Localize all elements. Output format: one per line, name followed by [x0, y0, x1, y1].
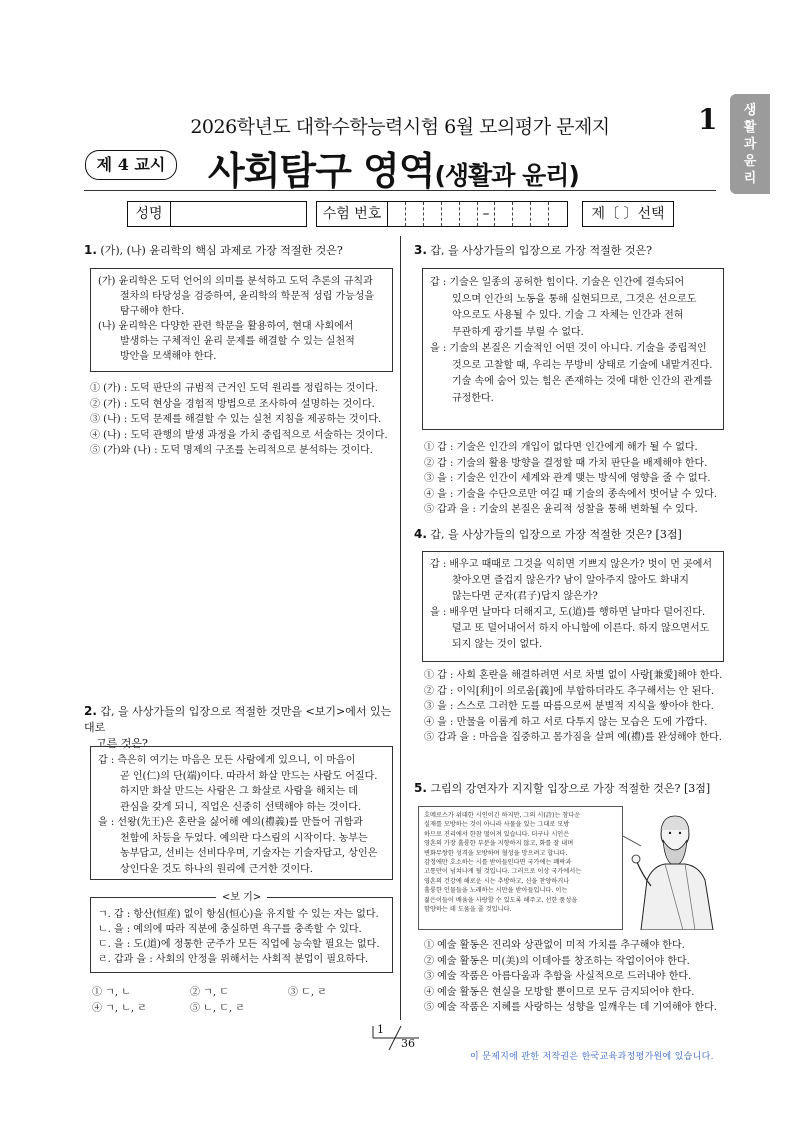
answer-option[interactable]: ④ 을 : 기술을 수단으로만 여길 때 기술의 종속에서 벗어날 수 있다.	[424, 488, 718, 500]
column-divider	[400, 236, 401, 1020]
exam-number-cell[interactable]	[513, 202, 531, 226]
name-label: 성명	[128, 202, 171, 226]
passage-text: 기술의 본질은 기술적인 어떤 것이 아니다. 기술을 중립적인	[449, 343, 707, 354]
side-tab-char: 과	[743, 136, 757, 152]
passage-text: 윤리학은 도덕 언어의 의미를 분석하고 도덕 추론의 규칙과	[118, 276, 373, 287]
q1-question: (가), (나) 윤리학의 핵심 과제로 가장 적절한 것은?	[100, 244, 343, 257]
section-subtitle: (생활과 윤리)	[434, 161, 579, 190]
answer-option[interactable]: ② 갑 : 이익[利]이 의로움[義]에 부합하더라도 추구해서는 안 된다.	[424, 685, 715, 697]
speech-line: 영혼의 가장 훌륭한 부분을 지향하지 않고, 화를 잘 내며	[424, 840, 574, 848]
q4-heading	[414, 526, 724, 543]
exam-number-cell[interactable]	[424, 202, 442, 226]
copyright-notice: 이 문제지에 관한 저작권은 한국교육과정평가원에 있습니다.	[470, 1052, 714, 1062]
passage-text: 찾아오면 즐겁지 않은가? 남이 알아주지 않아도 화내지	[452, 575, 689, 586]
passage-text: 않는다면 군자(君子)답지 않은가?	[452, 591, 598, 602]
passage-marker: (나)	[98, 321, 116, 332]
passage-marker: (가)	[98, 276, 116, 287]
q2-heading	[84, 703, 394, 752]
passage-text: 것으로 고찰할 때, 우리는 무방비 상태로 기술에 내맡겨진다.	[452, 359, 713, 371]
exam-number-field[interactable]	[316, 201, 568, 227]
q3-options	[424, 440, 717, 518]
answer-option[interactable]: ② 예술 활동은 미(美)의 이데아를 창조하는 작업이어야 한다.	[424, 955, 690, 967]
passage-text: 되지 않는 것이 없다.	[452, 639, 542, 650]
speech-line: 하므로 진리에서 한참 떨어져 있습니다. 더구나 시인은	[424, 830, 570, 838]
q5-heading	[414, 780, 724, 797]
passage-text: 배우고 때때로 그것을 익히면 기쁘지 않은가? 벗이 먼 곳에서	[449, 559, 713, 570]
q1-passage	[90, 268, 393, 372]
exam-number-cell[interactable]	[531, 202, 549, 226]
page-number: 1	[698, 103, 718, 136]
q4-question: 갑, 을 사상가들의 입장으로 가장 적절한 것은? [3점]	[430, 528, 682, 541]
answer-option[interactable]: ⑤ ㄴ, ㄷ, ㄹ	[190, 1002, 245, 1014]
speech-line: 고통만이 넘쳐나게 될 것입니다. 그러므로 이상 국가에서는	[424, 868, 582, 876]
q4-options	[424, 668, 722, 746]
answer-option[interactable]: ① ㄱ, ㄴ	[92, 987, 131, 998]
q2-passage	[90, 746, 393, 880]
speech-line: 호메로스가 위대한 시인이긴 하지만, 그의 시(詩)는 참다운	[424, 812, 581, 819]
q4-number: 4.	[414, 527, 427, 541]
answer-option[interactable]: ② 갑 : 기술의 활용 방향을 결정할 때 가치 판단을 배제해야 한다.	[424, 457, 708, 469]
section-title	[208, 140, 579, 195]
q3-passage	[422, 268, 724, 430]
answer-option[interactable]: ④ ㄱ, ㄴ, ㄹ	[92, 1002, 147, 1014]
exam-number-cell[interactable]	[406, 202, 424, 226]
answer-option[interactable]: ④ 을 : 만물을 이롭게 하고 서로 다투지 않는 모습은 도에 가깝다.	[424, 716, 708, 728]
side-tab-char: 리	[743, 170, 757, 186]
answer-option[interactable]: ③ 예술 작품은 아름다움과 추함을 사실적으로 드러내야 한다.	[424, 971, 692, 982]
passage-marker: 갑 :	[430, 559, 447, 570]
page-indicator	[371, 1024, 421, 1052]
passage-text: 상인다운 것도 하나의 원리에 근거한 것이다.	[120, 863, 313, 875]
passage-text: 선왕(先王)은 혼란을 싫어해 예의(禮義)를 만들어 귀함과	[117, 817, 363, 828]
q5-figure	[418, 806, 722, 930]
passage-text: 윤리학은 다양한 관련 학문을 활용하여, 현대 사회에서	[118, 321, 354, 332]
title-rule	[84, 190, 716, 191]
exam-number-cell[interactable]	[495, 202, 513, 226]
q2-bogi-box	[90, 892, 393, 973]
answer-option[interactable]: ① 갑 : 기술은 인간의 개입이 없다면 인간에게 해가 될 수 없다.	[424, 442, 698, 453]
exam-number-label: 수험 번호	[317, 202, 388, 226]
answer-option[interactable]: ① (가) : 도덕 판단의 규범적 근거인 도덕 원리를 정립하는 것이다.	[90, 383, 378, 394]
answer-option[interactable]: ② (가) : 도덕 현상을 경험적 방법으로 조사하여 설명하는 것이다.	[90, 398, 375, 410]
answer-option[interactable]: ③ 을 : 스스로 그러한 도를 따름으로써 분별적 지식을 쌓아야 한다.	[424, 701, 714, 712]
q1-number: 1.	[84, 243, 97, 257]
passage-text: 관심을 갖게 되니, 직업은 신중히 선택해야 하는 것이다.	[120, 801, 362, 813]
passage-text: 곧 인(仁)의 단(端)이다. 따라서 화살 만드는 사람도 어질다.	[120, 770, 378, 782]
passage-marker: 을 :	[430, 343, 447, 354]
speech-bubble	[418, 806, 623, 930]
passage-text: 발생하는 구체적인 윤리 문제를 해결할 수 있는 실천적	[120, 336, 355, 347]
total-pages: 36	[401, 1037, 415, 1050]
passage-text: 배우면 날마다 더해지고, 도(道)를 행하면 날마다 덜어진다.	[449, 607, 706, 618]
answer-option[interactable]: ③ 을 : 기술은 인간이 세계와 관계 맺는 방식에 영향을 줄 수 없다.	[424, 473, 711, 484]
q2-number: 2.	[84, 704, 97, 718]
philosopher-illustration	[623, 806, 722, 930]
answer-option[interactable]: ⑤ 갑과 을 : 기술의 본질은 윤리적 성찰을 통해 변화될 수 있다.	[424, 504, 698, 515]
q5-number: 5.	[414, 781, 427, 795]
passage-marker: 을 :	[98, 817, 115, 828]
bogi-title: <보 기>	[216, 892, 267, 903]
passage-text: 측은히 여기는 마음은 모든 사람에게 있으니, 이 마음이	[117, 755, 356, 766]
answer-option[interactable]: ① 예술 활동은 진리와 상관없이 미적 가치를 추구해야 한다.	[424, 940, 685, 951]
q2-question: 갑, 을 사상가들의 입장으로 적절한 것만을 <보기>에서 있는 대로	[84, 705, 392, 734]
answer-option[interactable]: ⑤ 예술 작품은 지혜를 사랑하는 성향을 일깨우는 데 기여해야 한다.	[424, 1002, 717, 1013]
q5-question: 그림의 강연자가 지지할 입장으로 가장 적절한 것은? [3점]	[430, 782, 711, 795]
answer-option[interactable]: ⑤ (가)와 (나) : 도덕 명제의 구조를 논리적으로 분석하는 것이다.	[90, 445, 373, 456]
passage-marker: 갑 :	[430, 277, 447, 288]
answer-option[interactable]: ② ㄱ, ㄷ	[190, 987, 229, 998]
side-tab-char: 윤	[743, 153, 757, 169]
current-page: 1	[377, 1023, 384, 1036]
q1-heading	[84, 242, 394, 259]
passage-text: 무관하게 광기를 부릴 수 없다.	[452, 326, 584, 338]
passage-marker: 갑 :	[98, 755, 115, 766]
passage-text: 악으로도 사용될 수 있다. 기술 그 자체는 인간과 전혀	[452, 310, 684, 321]
exam-number-cell[interactable]	[460, 202, 478, 226]
passage-text: 기술은 일종의 공허한 힘이다. 기술은 인간에 결속되어	[449, 277, 685, 288]
q5-options	[424, 938, 717, 1016]
choice-field[interactable]: 제〔 〕선택	[582, 201, 674, 227]
speech-line: 젊은이들이 배움을 사랑할 수 있도록 해주고, 선한 품성을	[424, 896, 578, 904]
answer-option[interactable]: ④ 예술 활동은 현실을 모방할 뿐이므로 모두 금지되어야 한다.	[424, 986, 695, 998]
passage-text: 하지만 화살 만드는 사람은 그 화살로 사람을 해치는 데	[120, 786, 358, 797]
q3-heading	[414, 242, 724, 259]
speech-line: 함양하는 데 도움을 줄 것입니다.	[424, 906, 512, 914]
passage-text: 있으며 인간의 노동을 통해 실현되므로, 그것은 선으로도	[452, 293, 697, 305]
q2-options	[92, 985, 392, 1016]
passage-text: 방안을 모색해야 한다.	[120, 351, 217, 362]
name-field[interactable]	[127, 201, 307, 227]
bogi-item: ㄴ. 을 : 예의에 따라 직분에 충실하면 욕구를 충족할 수 있다.	[98, 924, 362, 935]
passage-text: 규정한다.	[452, 392, 494, 404]
q1-options	[90, 381, 388, 459]
passage-text: 농부답고, 선비는 선비다우며, 기술자는 기술자답고, 상인은	[120, 848, 378, 859]
period-badge: 제 4 교시	[85, 150, 177, 180]
passage-marker: 을 :	[430, 607, 447, 618]
exam-number-dash: –	[478, 202, 495, 226]
answer-option[interactable]: ③ ㄷ, ㄹ	[288, 987, 327, 998]
q3-question: 갑, 을 사상가들의 입장으로 가장 적절한 것은?	[430, 244, 653, 257]
section-title-main: 사회탐구 영역	[208, 149, 435, 193]
answer-option[interactable]: ③ (나) : 도덕 문제를 해결할 수 있는 실천 지침을 제공하는 것이다.	[90, 414, 382, 425]
speech-line: 변화무쌍한 성격을 모방하며 혈성을 망으려고 합니다.	[424, 849, 568, 857]
speech-line: 감정에만 호소하는 시를 받아들인다면 국가에는 쾌락과	[424, 859, 572, 867]
side-tab-char: 활	[743, 119, 757, 135]
q3-number: 3.	[414, 243, 427, 257]
speech-line: 영혼의 건강에 해로운 시는 추방하고, 신을 찬양하거나	[424, 877, 570, 885]
passage-text: 기술 속에 숨어 있는 힘은 존재하는 것에 대한 인간의 관계를	[452, 376, 713, 387]
speech-line: 훌륭한 인물들을 노래하는 시만을 받아들입니다. 이는	[424, 887, 568, 895]
side-tab-char: 생	[743, 102, 757, 118]
subject-side-tab	[730, 94, 770, 194]
answer-option[interactable]: ⑤ 갑과 을 : 마음을 집중하고 몸가짐을 살펴 예(禮)를 완성해야 한다.	[424, 732, 722, 743]
q4-passage	[422, 551, 724, 662]
bogi-item: ㄱ. 갑 : 항산(恒産) 없이 항심(恒心)을 유지할 수 있는 자는 없다.	[98, 909, 379, 920]
bogi-item: ㄹ. 갑과 을 : 사회의 안정을 위해서는 사회적 분업이 필요하다.	[98, 954, 369, 965]
exam-number-cell[interactable]	[388, 202, 406, 226]
passage-text: 절차의 타당성을 검증하여, 윤리학의 학문적 성립 가능성을	[120, 291, 375, 302]
answer-option[interactable]: ① 갑 : 사회 혼란을 해결하려면 서로 차별 없이 사랑[兼愛]해야 한다.	[424, 670, 723, 681]
q2-question: 고른 것은?	[96, 737, 148, 750]
answer-option[interactable]: ④ (나) : 도덕 관행의 발생 과정을 가치 중립적으로 서술하는 것이다.	[90, 429, 388, 441]
speech-line: 실재를 모방하는 것이 아니라 사물을 있는 그대로 모방	[424, 821, 570, 829]
passage-text: 탐구해야 한다.	[120, 306, 185, 317]
passage-text: 덜고 또 덜어내어서 하지 아니함에 이른다. 하지 않으면서도	[452, 623, 710, 634]
passage-text: 천함에 차등을 두었다. 예의란 다스림의 시작이다. 농부는	[120, 832, 368, 844]
exam-number-cell[interactable]	[549, 202, 566, 226]
bogi-item: ㄷ. 을 : 도(道)에 정통한 군주가 모든 직업에 능숙할 필요는 없다.	[98, 939, 380, 950]
exam-title: 2026학년도 대학수학능력시험 6월 모의평가 문제지	[190, 116, 610, 138]
exam-number-cell[interactable]	[442, 202, 460, 226]
